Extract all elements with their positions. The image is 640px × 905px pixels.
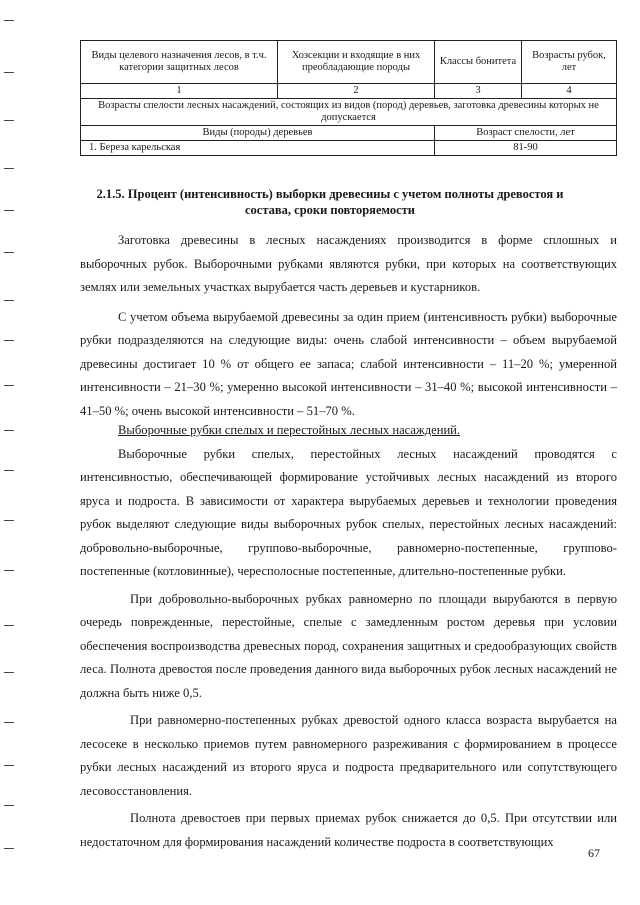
rubka-age-table <box>80 40 617 156</box>
header-felling-age: Возрасты рубок, лет <box>522 41 617 84</box>
section-heading: 2.1.5. Процент (интенсивность) выборки древесины с учетом полноты древостоя и состава, сроки повторяемости <box>96 187 564 217</box>
column-number: 4 <box>522 84 617 99</box>
column-number: 2 <box>278 84 435 99</box>
table-row <box>81 141 617 156</box>
paragraph: С учетом объема вырубаемой древесины за один прием (интенсивность рубки) выборочные рубки подразделяются на следующие виды: очень слабой интенсивности – объем вырубаемой древесины достигает 10 % от общего ее запаса; слабой интенсивности – 11–20 %; умеренной интенсивности – 21–30 %; умеренно высокой интенсивности – 31–40 %; высокой интенсивности – 41–50 %; очень высокой интенсивности – 51–70 %. <box>80 309 617 418</box>
table-column-numbers-row <box>81 84 617 99</box>
subheader-species: Виды (породы) деревьев <box>81 126 435 141</box>
paragraph: При добровольно-выборочных рубках равномерно по площади вырубаются в первую очередь поврежденные, перестойные, спелые с замедленным ростом деревья при условии обеспечения воспроизводства древесных пород, сохранения защитных и средообразующих свойств леса. Полнота древостоя после проведения данного вида выборочных рубок лесных насаждений не должна быть ниже 0,5. <box>80 591 617 700</box>
table-subheader-row <box>81 126 617 141</box>
paragraph: При равномерно-постепенных рубках древостой одного класса возраста вырубается на лесосеке в несколько приемов путем равномерного разреживания с формированием в процессе рубки лесных насаждений из второго яруса и подроста предварительного или сопутствующего лесовосстановления. <box>80 713 617 798</box>
section-title: Возрасты спелости лесных насаждений, состоящих из видов (пород) деревьев, заготовка древесины которых не допускается <box>81 99 617 126</box>
column-number: 3 <box>435 84 522 99</box>
header-bonitet-classes: Классы бонитета <box>435 41 522 84</box>
scan-margin-marks <box>4 0 18 905</box>
species-cell: 1. Береза карельская <box>81 141 435 156</box>
body-text-block-1 <box>80 229 617 423</box>
table-section-row <box>81 99 617 126</box>
paragraph: Полнота древостоев при первых приемах рубок снижается до 0,5. При отсутствии или недостаточном для формирования насаждений количестве подроста в соответствующих <box>80 811 617 849</box>
subheader-maturity-age: Возраст спелости, лет <box>435 126 617 141</box>
paragraph: Заготовка древесины в лесных насаждениях производится в форме сплошных и выборочных рубок. Выборочными рубками являются рубки, при которых на соответствующих землях или земельных участках вырубается часть деревьев и кустарников. <box>80 233 617 294</box>
header-forest-purpose: Виды целевого назначения лесов, в т.ч. категории защитных лесов <box>81 41 278 84</box>
paragraph: Выборочные рубки спелых, перестойных лесных насаждений проводятся с интенсивностью, обеспечивающей формирование устойчивых лесных насаждений из второго яруса и подроста. В зависимости от характера вырубаемых деревьев и технологии проведения рубок выделяют следующие виды выборочных рубок спелых, перестойных лесных насаждений: добровольно-выборочные, группово-выборочные, равномерно-постепенные, группово-постепенные (котловинные), чересполосные постепенные, длительно-постепенные рубки. <box>80 446 617 578</box>
header-economic-sections: Хозсекции и входящие в них преобладающие породы <box>278 41 435 84</box>
table-header-row <box>81 41 617 84</box>
page-number: 67 <box>588 846 600 860</box>
age-cell: 81-90 <box>435 141 617 156</box>
body-text-block-2 <box>80 419 617 854</box>
column-number: 1 <box>81 84 278 99</box>
subsection-title: Выборочные рубки спелых и перестойных лесных насаждений. <box>118 423 461 437</box>
